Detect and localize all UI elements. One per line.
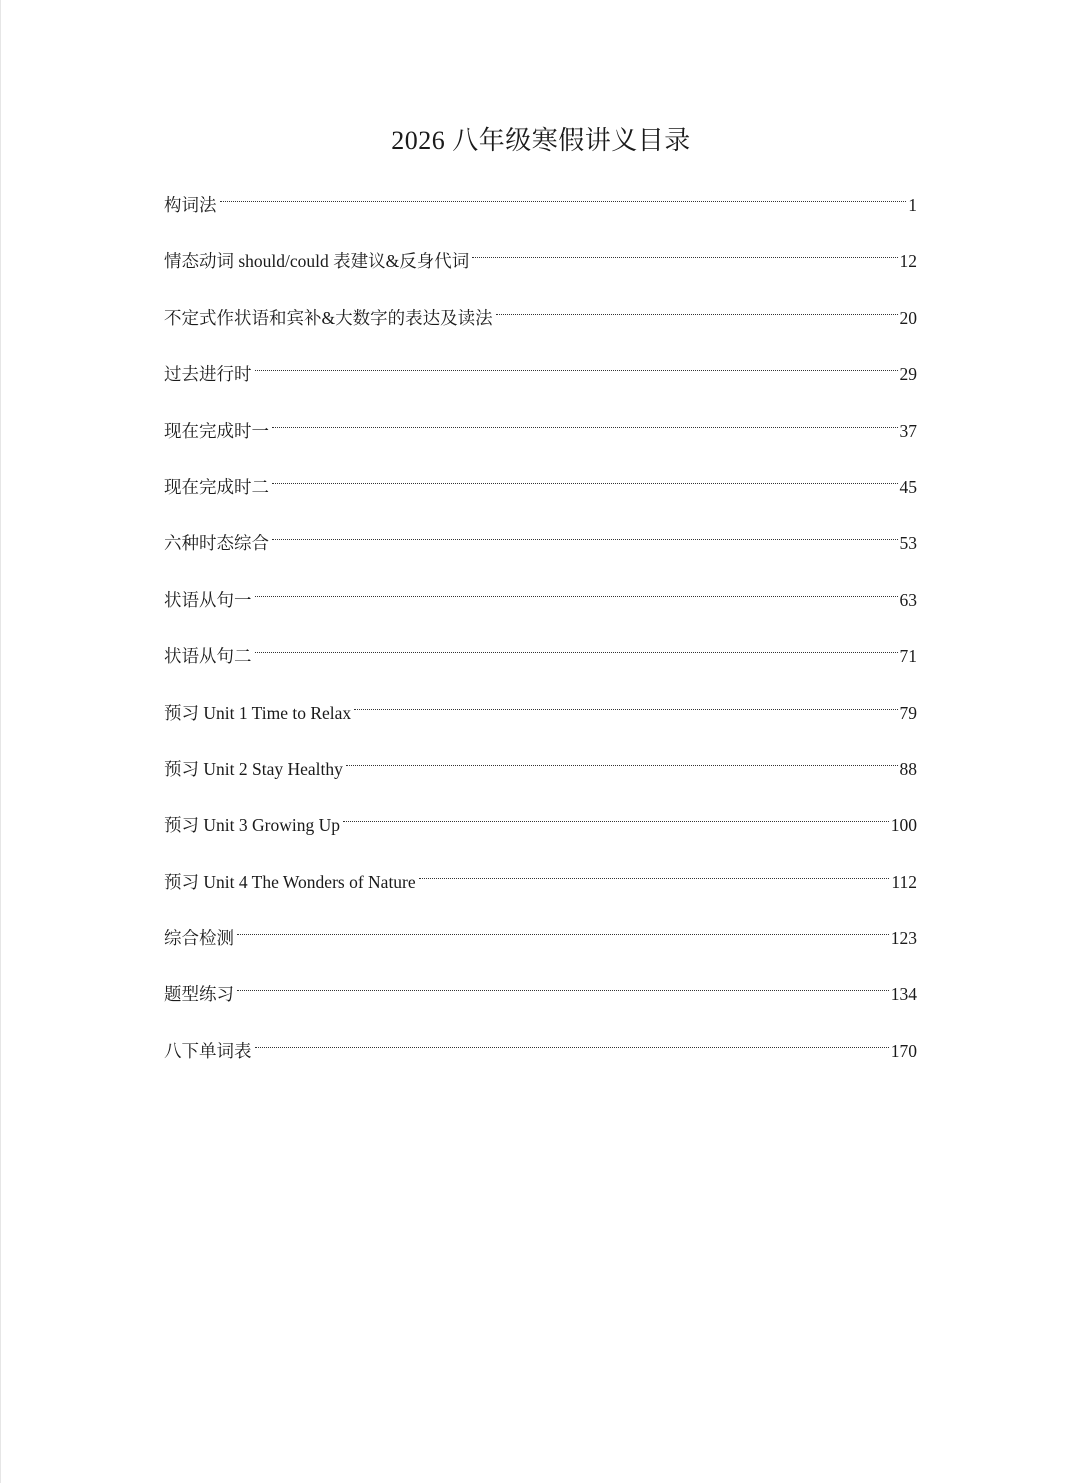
- toc-dot-leader: [255, 576, 900, 606]
- toc-entry[interactable]: [164, 745, 917, 801]
- toc-entry[interactable]: [164, 632, 917, 688]
- document-title: 2026 八年级寒假讲义目录: [391, 126, 691, 155]
- toc-entry-page-number: 63: [899, 589, 917, 610]
- toc-entry-page-number: 71: [899, 646, 917, 667]
- toc-entry-label: 六种时态综合: [164, 533, 269, 554]
- toc-entry-label: 不定式作状语和宾补&大数字的表达及读法: [164, 307, 493, 328]
- toc-entry-page-number: 112: [891, 871, 917, 892]
- toc-entry-label: 过去进行时: [164, 364, 252, 385]
- toc-entry-page-number: 20: [899, 307, 917, 328]
- toc-dot-leader: [255, 350, 900, 380]
- toc-entry-page-number: 79: [899, 702, 917, 723]
- toc-entry-page-number: 170: [890, 1040, 917, 1061]
- toc-entry-page-number: 45: [899, 476, 917, 497]
- toc-entry[interactable]: [164, 407, 917, 463]
- toc-entry-page-number: 134: [890, 984, 917, 1005]
- toc-entry-label: 预习 Unit 2 Stay Healthy: [164, 758, 343, 779]
- toc-entry[interactable]: [164, 801, 917, 857]
- toc-entry-label: 综合检测: [164, 928, 234, 949]
- toc-dot-leader: [272, 519, 900, 549]
- toc-entry[interactable]: [164, 519, 917, 575]
- toc-dot-leader: [272, 463, 900, 493]
- toc-entry[interactable]: [164, 858, 917, 914]
- toc-entry-label: 预习 Unit 3 Growing Up: [164, 815, 340, 836]
- toc-entry-label: 状语从句二: [164, 646, 252, 667]
- toc-dot-leader: [237, 970, 891, 1000]
- toc-entry-label: 状语从句一: [164, 589, 252, 610]
- toc-entry-page-number: 88: [899, 758, 917, 779]
- toc-entry[interactable]: [164, 689, 917, 745]
- toc-entry[interactable]: [164, 181, 917, 237]
- toc-entry[interactable]: [164, 350, 917, 406]
- toc-dot-leader: [419, 858, 892, 888]
- toc-dot-leader: [255, 1027, 891, 1057]
- toc-entry-label: 现在完成时一: [164, 420, 269, 441]
- toc-dot-leader: [496, 294, 900, 324]
- toc-dot-leader: [472, 237, 899, 267]
- toc-entry-label: 预习 Unit 1 Time to Relax: [164, 702, 352, 723]
- toc-entry-page-number: 53: [899, 533, 917, 554]
- toc-entry-page-number: 37: [899, 420, 917, 441]
- toc-dot-leader: [354, 689, 899, 719]
- toc-dot-leader: [220, 181, 909, 211]
- table-of-contents: [164, 181, 917, 1083]
- toc-entry-page-number: 12: [899, 251, 917, 272]
- toc-dot-leader: [272, 407, 900, 437]
- toc-entry-page-number: 123: [890, 928, 917, 949]
- toc-entry-label: 构词法: [164, 195, 217, 215]
- toc-entry[interactable]: [164, 237, 917, 293]
- toc-entry-page-number: 1: [908, 195, 917, 215]
- toc-entry[interactable]: [164, 576, 917, 632]
- toc-entry[interactable]: [164, 1027, 917, 1083]
- toc-entry-label: 预习 Unit 4 The Wonders of Nature: [164, 871, 416, 892]
- toc-entry[interactable]: [164, 970, 917, 1026]
- toc-entry[interactable]: [164, 914, 917, 970]
- toc-dot-leader: [346, 745, 900, 775]
- toc-entry-page-number: 100: [890, 815, 917, 836]
- toc-entry[interactable]: [164, 294, 917, 350]
- toc-entry-label: 题型练习: [164, 984, 234, 1005]
- toc-entry-label: 情态动词 should/could 表建议&反身代词: [164, 251, 470, 272]
- toc-dot-leader: [255, 632, 900, 662]
- toc-entry-page-number: 29: [899, 364, 917, 385]
- toc-entry[interactable]: [164, 463, 917, 519]
- toc-entry-label: 现在完成时二: [164, 476, 269, 497]
- toc-entry-label: 八下单词表: [164, 1040, 252, 1061]
- toc-dot-leader: [343, 801, 891, 831]
- toc-dot-leader: [237, 914, 891, 944]
